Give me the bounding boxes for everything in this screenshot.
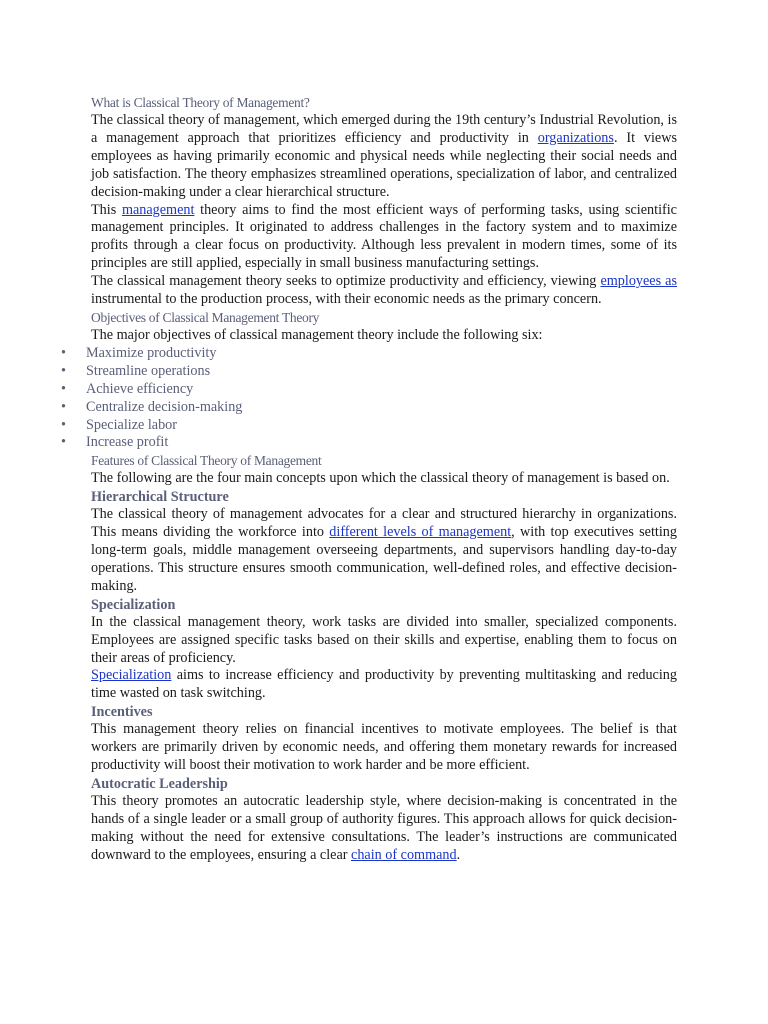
list-item [61,381,647,399]
bullet: • [61,398,66,415]
chain-of-command-link[interactable]: chain of command [351,846,457,863]
levels-of-management-link[interactable]: different levels of management [329,524,512,541]
text-span: theory aims to find the most efficient ways of performing tasks, using scientific management principles. It originated to address challenges in the factory system and to maximize profits through a clear focus on productivity. Although less prevalent in modern times, some of its principles are still applied, especially in small business manufacturing settings. [91,201,677,272]
intro-paragraph-1 [91,112,677,202]
text-span: instrumental to the production process, with their economic needs as the primary concern. [91,291,602,308]
list-item-text: Streamline operations [86,362,211,379]
objectives-heading: Objectives of Classical Management Theory [91,309,320,325]
hierarchy-paragraph [91,506,677,596]
list-item [61,417,647,435]
management-link[interactable]: management [121,201,195,218]
text-span: This theory promotes an autocratic leadership style, where decision-making is concentrated in the hands of a single leader or a small group of authority figures. This approach allows for quick decision-making without the need for extensive consultations. The leader’s instructions are communicated downward to the employees, ensuring a clear [91,793,677,863]
features-intro: The following are the four main concepts upon which the classical theory of management is based on. [91,470,670,487]
specialization-link[interactable]: Specialization [91,667,172,684]
list-item-text: Increase profit [86,434,169,451]
bullet: • [61,434,66,451]
autocratic-paragraph [91,793,677,865]
intro-paragraph-3 [91,273,677,309]
text-span: . It views employees as having primarily economic and physical needs while neglecting their social needs and job satisfaction. The theory emphasizes streamlined operations, specialization of labor, and centralized decision-making under a clear hierarchical structure. [91,129,677,200]
objectives-list [61,345,647,452]
list-item-text: Achieve efficiency [86,380,194,397]
bullet: • [61,416,66,433]
bullet: • [61,380,66,397]
objectives-intro: The major objectives of classical management theory include the following six: [91,326,543,343]
list-item-text: Centralize decision-making [86,398,243,415]
text-span: . [456,846,461,863]
list-item-text: Specialize labor [86,416,177,433]
features-heading: Features of Classical Theory of Management [91,453,322,469]
text-span: This [91,201,122,218]
text-span: The classical management theory seeks to optimize productivity and efficiency, viewing [91,273,601,290]
specialization-heading: Specialization [91,596,176,613]
text-span: , with top executives setting long-term goals, middle management overseeing departments, and supervisors handling day-to-day operations. This structure ensures smooth communication, well-defined roles, and effective decision-making. [91,524,677,594]
text-span: aims to increase efficiency and productivity by preventing multitasking and reducing time wasted on task switching. [91,667,677,702]
hierarchy-heading: Hierarchical Structure [91,489,229,506]
specialization-paragraph-2 [91,667,677,703]
page-title: What is Classical Theory of Management? [91,95,310,110]
intro-paragraph-2 [91,202,677,274]
list-item-text: Maximize productivity [86,344,217,361]
organizations-link[interactable]: organizations [537,129,614,146]
list-item [61,363,647,381]
incentives-heading: Incentives [91,704,153,721]
incentives-paragraph: This management theory relies on financial incentives to motivate employees. The belief is that workers are primarily driven by economic needs, and offering them monetary rewards for increased productivity will boost their motivation to work harder and be more efficient. [91,721,677,774]
autocratic-heading: Autocratic Leadership [91,776,228,792]
document-page [61,94,677,865]
text-span: The classical theory of management, which emerged during the 19th century’s Industrial Revolution, is a management approach that prioritizes efficiency and productivity in [91,112,677,146]
bullet: • [61,344,66,361]
list-item [61,345,647,363]
specialization-paragraph-1: In the classical management theory, work tasks are divided into smaller, specialized components. Employees are assigned specific tasks based on their skills and expertise, enabling them to focus on their areas of proficiency. [91,613,677,666]
bullet: • [61,362,66,379]
text-span: The classical theory of management advocates for a clear and structured hierarchy in organizations. This means dividing the workforce into [91,506,677,541]
list-item [61,434,647,452]
employees-link[interactable]: employees as [600,273,677,290]
list-item [61,399,647,417]
